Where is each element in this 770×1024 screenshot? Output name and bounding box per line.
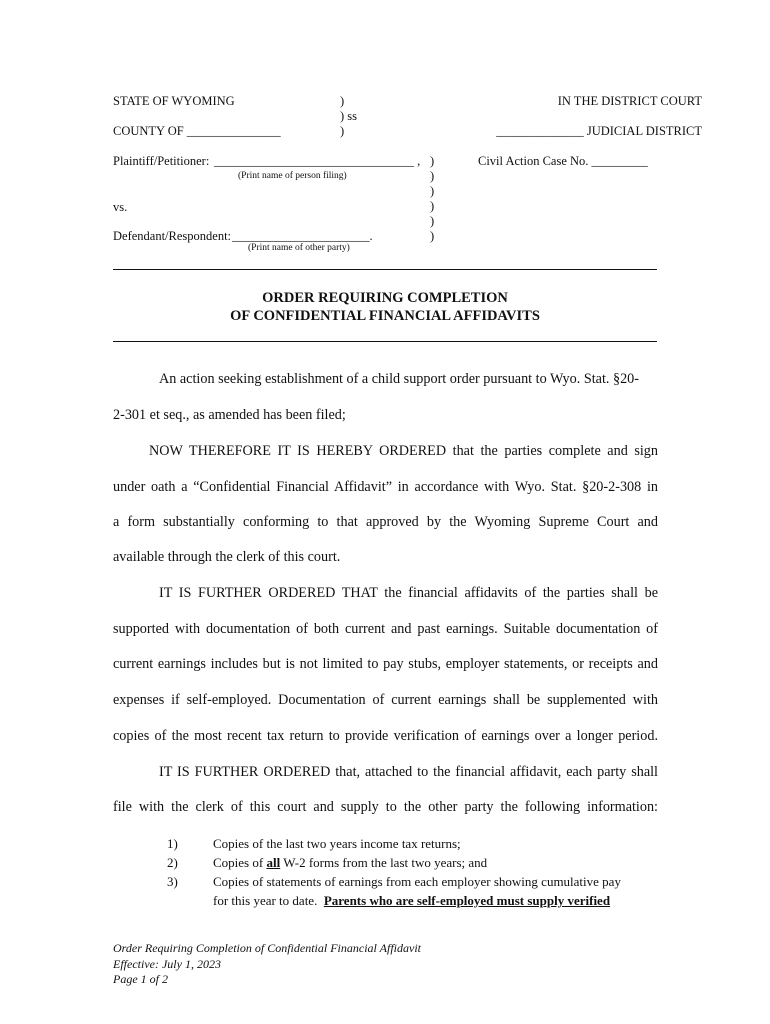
body-line: expenses if self-employed. Documentation of current earnings shall be supplemented with (113, 692, 658, 708)
caption-paren: ) (430, 184, 435, 198)
list-item-number: 2) (167, 855, 178, 870)
body-line: An action seeking establishment of a child support order pursuant to Wyo. Stat. §20- (159, 371, 639, 387)
body-line: current earnings includes but is not limited to pay stubs, employer statements, or receipts and (113, 656, 658, 672)
ss-marker: ) ss (340, 109, 358, 123)
list-item-number: 1) (167, 836, 178, 851)
list-item-text-part: for this year to date. (213, 893, 318, 908)
ss-paren-bottom: ) (340, 124, 345, 138)
footer-page-number: Page 1 of 2 (113, 972, 168, 986)
footer-effective-date: Effective: July 1, 2023 (113, 956, 221, 971)
judicial-district-field: ______________ JUDICIAL DISTRICT (496, 124, 702, 138)
list-item-text: Copies of statements of earnings from each employer showing cumulative pay (213, 874, 621, 889)
body-line: IT IS FURTHER ORDERED THAT the financial affidavits of the parties shall be (159, 585, 658, 601)
state-label: STATE OF WYOMING (113, 94, 235, 108)
defendant-hint: (Print name of other party) (248, 243, 350, 253)
body-line: under oath a “Confidential Financial Affidavit” in accordance with Wyo. Stat. §20-2-308 in (113, 479, 658, 495)
plaintiff-hint: (Print name of person filing) (238, 171, 347, 181)
list-item-text-continued (213, 893, 610, 909)
order-title-line2: OF CONFIDENTIAL FINANCIAL AFFIDAVITS (230, 308, 540, 324)
plaintiff-name-blank: ________________________________ , (214, 154, 421, 168)
list-item-text (213, 855, 487, 871)
body-line: 2-301 et seq., as amended has been filed; (113, 407, 346, 423)
emphasis-all: all (266, 855, 281, 870)
case-number-field: Civil Action Case No. _________ (478, 154, 648, 168)
body-line: NOW THEREFORE IT IS HEREBY ORDERED that the parties complete and sign (149, 443, 658, 459)
body-line: file with the clerk of this court and supply to the other party the following information: (113, 799, 658, 815)
caption-paren: ) (430, 229, 435, 243)
defendant-name-blank: ______________________. (232, 229, 373, 243)
body-line: IT IS FURTHER ORDERED that, attached to the financial affidavit, each party shall (159, 764, 658, 780)
caption-paren: ) (430, 214, 435, 228)
body-line: a form substantially conforming to that approved by the Wyoming Supreme Court and (113, 514, 658, 530)
list-item-text-post: W-2 forms from the last two years; and (280, 855, 488, 870)
list-item-text-pre: Copies of (213, 855, 267, 870)
caption-paren: ) (430, 199, 435, 213)
page-footer (113, 941, 421, 988)
county-field: COUNTY OF _______________ (113, 124, 281, 138)
self-employed-emphasis: Parents who are self-employed must supply verified (323, 893, 611, 908)
bottom-divider (113, 341, 657, 342)
list-item-number: 3) (167, 874, 178, 889)
body-line: supported with documentation of both current and past earnings. Suitable documentation of (113, 621, 658, 637)
court-label: IN THE DISTRICT COURT (557, 94, 702, 108)
ss-paren-top: ) (340, 94, 345, 108)
top-divider (113, 269, 657, 270)
body-line: available through the clerk of this court. (113, 549, 341, 565)
caption-paren: ) (430, 154, 435, 168)
list-item-text: Copies of the last two years income tax returns; (213, 836, 461, 851)
body-line: copies of the most recent tax return to provide verification of earnings over a longer period. (113, 728, 658, 744)
vs-label: vs. (113, 200, 128, 214)
caption-paren: ) (430, 169, 435, 183)
footer-form-title: Order Requiring Completion of Confidential Financial Affidavit (113, 941, 421, 955)
order-title-line1: ORDER REQUIRING COMPLETION (262, 290, 508, 306)
defendant-label: Defendant/Respondent: (113, 229, 232, 243)
plaintiff-label: Plaintiff/Petitioner: (113, 154, 210, 168)
